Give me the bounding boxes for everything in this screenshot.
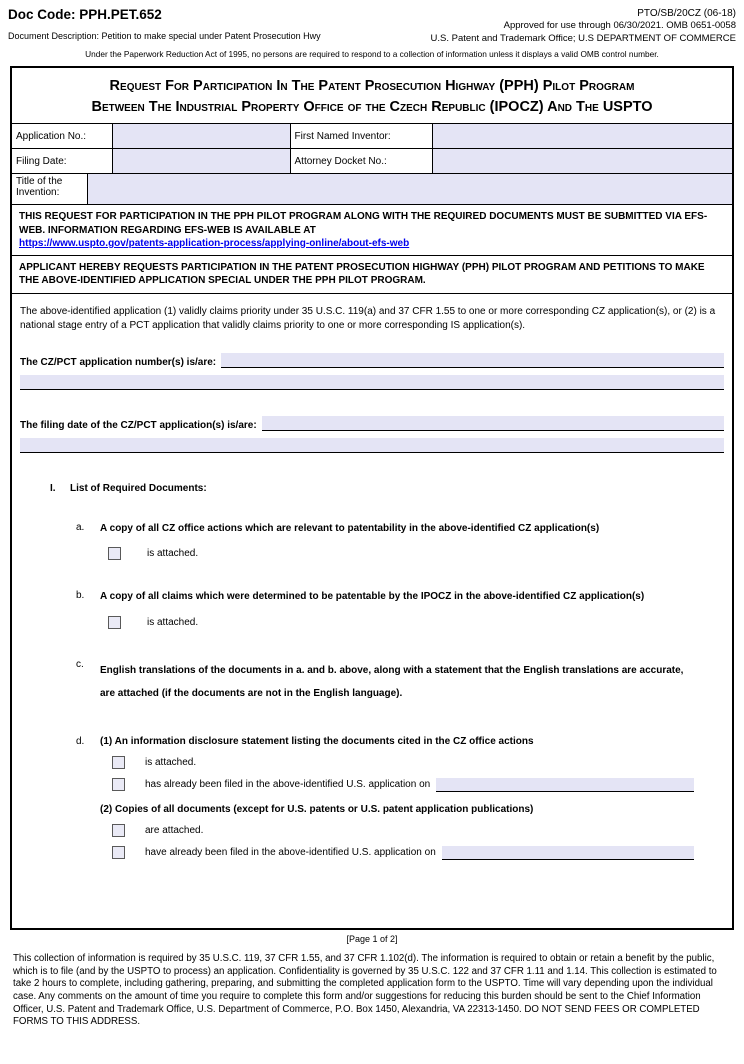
item-d1-attached-label: is attached.: [145, 756, 197, 768]
checkbox-d1-already-filed[interactable]: [112, 778, 125, 791]
doc-code: Doc Code: PPH.PET.652: [8, 7, 162, 22]
checkbox-a-is-attached[interactable]: [108, 547, 121, 560]
item-b-letter: b.: [76, 590, 85, 601]
d1-filed-date-field[interactable]: [436, 778, 694, 792]
item-d2-attached-row: [112, 824, 694, 837]
form-title-line2: Between The Industrial Property Office of the Czech Republic (IPOCZ) And The USPTO: [91, 98, 653, 115]
item-a-text: A copy of all CZ office actions which are relevant to patentability in the above-identified CZ application(s): [100, 522, 600, 534]
item-b: [76, 590, 724, 605]
first-named-inventor-label: First Named Inventor:: [290, 124, 432, 149]
header-left: [8, 7, 321, 41]
cz-filing-date-field-line2[interactable]: [20, 438, 724, 453]
filing-date-label: Filing Date:: [12, 149, 112, 174]
form-body: [12, 294, 732, 860]
form-title: [12, 68, 732, 124]
item-b-attached-label: is attached.: [147, 616, 199, 628]
item-d2-filed-row: [112, 846, 694, 860]
title-of-invention-row: [12, 174, 732, 205]
checkbox-d2-are-attached[interactable]: [112, 824, 125, 837]
header-right: [431, 7, 737, 45]
table-row: [12, 149, 732, 174]
item-c-letter: c.: [76, 658, 84, 670]
cz-filing-date-label: The filing date of the CZ/PCT application(s) is/are:: [20, 419, 257, 431]
item-d-letter: d.: [76, 735, 85, 747]
item-a-attached-row: [108, 547, 724, 560]
form-box: [10, 66, 734, 930]
attorney-docket-no-label: Attorney Docket No.:: [290, 149, 432, 174]
agency-line: U.S. Patent and Trademark Office; U.S DEPARTMENT OF COMMERCE: [430, 32, 736, 44]
cz-application-number-label: The CZ/PCT application number(s) is/are:: [20, 356, 217, 368]
form-title-line1: Request For Participation In The Patent Prosecution Highway (PPH) Pilot Program: [109, 78, 635, 95]
item-d2-attached-label: are attached.: [145, 824, 204, 836]
item-b-text: A copy of all claims which were determined to be patentable by the IPOCZ in the above-identified CZ application(s): [100, 591, 645, 602]
cz-application-number-row: [20, 353, 724, 368]
checkbox-d1-is-attached[interactable]: [112, 756, 125, 769]
item-d-body: [100, 736, 694, 860]
section-1-title: List of Required Documents:: [70, 482, 207, 494]
title-of-invention-input[interactable]: [88, 174, 732, 204]
application-no-label: Application No.:: [12, 124, 112, 149]
item-b-attached-row: [108, 616, 724, 629]
title-of-invention-label: Title of the Invention:: [12, 174, 88, 204]
application-no-input[interactable]: [112, 124, 290, 149]
attorney-docket-no-input[interactable]: [432, 149, 732, 174]
item-d1-attached-row: [112, 756, 694, 769]
doc-description: Document Description: Petition to make special under Patent Prosecution Hwy: [8, 31, 321, 41]
form-number: PTO/SB/20CZ (06-18): [637, 8, 736, 19]
item-d: [76, 736, 724, 860]
request-statement: APPLICANT HEREBY REQUESTS PARTICIPATION IN THE PATENT PROSECUTION HIGHWAY (PPH) PILOT PROGRAM AND PETITIONS TO MAKE THE ABOVE-IDENTIFIED APPLICATION SPECIAL UNDER THE PPH PILOT PROGRAM.: [12, 256, 732, 294]
checkbox-d2-already-filed[interactable]: [112, 846, 125, 859]
d2-filed-date-field[interactable]: [442, 846, 694, 860]
section-1-heading: [50, 483, 724, 494]
item-d-part2-text: (2) Copies of all documents (except for U.S. patents or U.S. patent application publications): [100, 803, 534, 815]
bibliographic-table: [12, 124, 732, 175]
item-d-part1-text: (1) An information disclosure statement listing the documents cited in the CZ office actions: [100, 735, 534, 747]
omb-approval-line: Approved for use through 06/30/2021. OMB 0651-0058: [503, 20, 736, 32]
cz-filing-date-field[interactable]: [262, 416, 724, 431]
filing-date-input[interactable]: [112, 149, 290, 174]
checkbox-b-is-attached[interactable]: [108, 616, 121, 629]
burden-statement: This collection of information is required by 35 U.S.C. 119, 37 CFR 1.55, and 37 CFR 1.102(d). The information is required to obtain or retain a benefit by the public, which is to file (and by the USPTO to process) an application. Confidentiality is governed by 35 U.S.C. 122 and 37 CFR 1.11 and 1.14. This collection is estimated to take 2 hours to complete, including gathering, preparing, and submitting the completed application form to the USPTO. Time will vary depending upon the individual case. Any comments on the amount of time you require to complete this form and/or suggestions for reducing this burden should be sent to the Chief Information Officer, U.S. Patent and Trademark Office, U.S. Department of Commerce, P.O. Box 1450, Alexandria, VA 22313-1450. DO NOT SEND FEES OR COMPLETED FORMS TO THIS ADDRESS.: [13, 953, 717, 1028]
paperwork-reduction-notice: Under the Paperwork Reduction Act of 1995, no persons are required to respond to a collection of information unless it displays a valid OMB control number.: [85, 49, 659, 60]
item-a-attached-label: is attached.: [147, 548, 199, 559]
efs-web-notice-text: THIS REQUEST FOR PARTICIPATION IN THE PPH PILOT PROGRAM ALONG WITH THE REQUIRED DOCUMENTS MUST BE SUBMITTED VIA EFS-WEB. INFORMATION REGARDING EFS-WEB IS AVAILABLE AT: [19, 211, 708, 236]
efs-web-link[interactable]: https://www.uspto.gov/patents-application-process/applying-online/about-efs-web: [19, 237, 410, 249]
item-d1-filed-row: [112, 778, 694, 792]
first-named-inventor-input[interactable]: [432, 124, 732, 149]
section-1-numeral: I.: [50, 482, 56, 494]
cz-application-number-field-line2[interactable]: [20, 375, 724, 390]
table-row: [12, 124, 732, 149]
item-d1-filed-label: has already been filed in the above-identified U.S. application on: [145, 779, 431, 790]
document-header: [0, 0, 744, 59]
item-d2-filed-label: have already been filed in the above-identified U.S. application on: [145, 847, 436, 858]
item-c-text: English translations of the documents in a. and b. above, along with a statement that the English translations are accurate, are attached (if the documents are not in the English language).: [100, 664, 684, 699]
cz-application-number-field[interactable]: [221, 353, 724, 368]
cz-filing-date-row: [20, 416, 724, 431]
item-a-letter: a.: [76, 521, 85, 533]
item-c: [76, 659, 724, 706]
efs-web-notice: [12, 205, 732, 256]
page-indicator: [Page 1 of 2]: [346, 934, 398, 945]
item-a: [76, 522, 724, 537]
priority-paragraph: The above-identified application (1) validly claims priority under 35 U.S.C. 119(a) and 37 CFR 1.55 to one or more corresponding CZ application(s), or (2) is a national stage entry of a PCT application that validly claims priority to one or more corresponding IS application(s).: [20, 305, 716, 331]
